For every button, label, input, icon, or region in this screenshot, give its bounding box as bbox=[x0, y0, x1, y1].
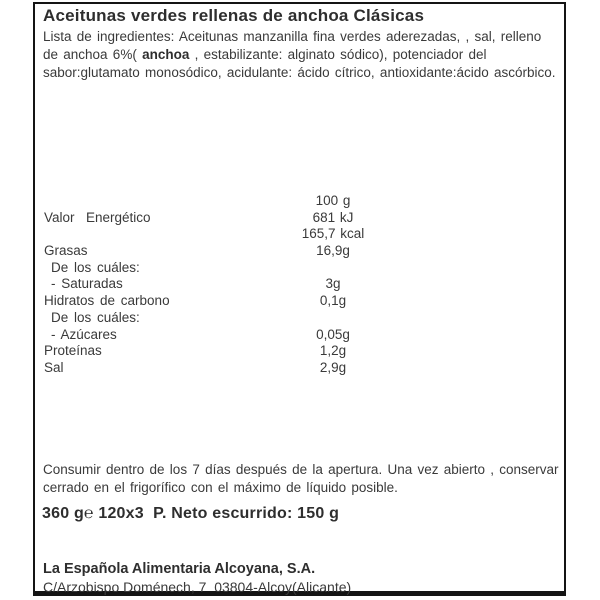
nutrient-label: De los cuáles: bbox=[51, 259, 140, 275]
ingredients-prefix: Lista de ingredientes: Aceitunas manzanilla fina verdes aderezadas, , sal, relleno de anchoa 6%( bbox=[43, 29, 542, 62]
nutrition-header-row bbox=[35, 193, 564, 210]
nutrient-value: 0,1g bbox=[319, 293, 347, 309]
nutrient-label: Valor Energético bbox=[44, 209, 151, 225]
storage-instructions: Consumir dentro de los 7 días después de la apertura. Una vez abierto , conservar cerrado en el frigorífico con el máximo de líquido posible. bbox=[43, 462, 559, 495]
nutrition-row-salt bbox=[35, 360, 564, 377]
nutrient-value: 1,2g bbox=[319, 343, 347, 359]
manufacturer-address: C/Arzobispo Doménech, 7 03804-Alcoy(Alicante) bbox=[43, 579, 352, 595]
nutrition-row-energy bbox=[35, 210, 564, 227]
nutrient-value: 165,7 kcal bbox=[301, 226, 365, 242]
nutrition-row-fat bbox=[35, 243, 564, 260]
nutrient-value: 0,05g bbox=[316, 326, 350, 342]
nutrition-row-sugars bbox=[35, 327, 564, 344]
nutrition-table bbox=[35, 193, 564, 377]
product-title: Aceitunas verdes rellenas de anchoa Clásicas bbox=[43, 6, 425, 25]
nutrition-column-header: 100 g bbox=[315, 193, 351, 208]
allergen-highlight: anchoa bbox=[142, 47, 190, 62]
nutrient-value: 3g bbox=[325, 276, 341, 292]
nutrient-value: 16,9g bbox=[316, 243, 350, 259]
nutrient-label: - Saturadas bbox=[51, 276, 123, 292]
nutrition-row-saturates bbox=[35, 276, 564, 293]
nutrient-label: Grasas bbox=[44, 243, 88, 259]
nutrient-value: 681 kJ bbox=[312, 209, 354, 225]
nutrition-row-of-which-fat bbox=[35, 260, 564, 277]
nutrition-row-protein bbox=[35, 343, 564, 360]
nutrition-row-energy-kcal bbox=[35, 226, 564, 243]
nutrient-label: Sal bbox=[44, 359, 64, 375]
nutrition-row-of-which-carbs bbox=[35, 310, 564, 327]
nutrient-label: De los cuáles: bbox=[51, 309, 140, 325]
nutrient-value: 2,9g bbox=[319, 359, 347, 375]
nutrition-row-carbohydrate bbox=[35, 293, 564, 310]
product-label bbox=[33, 2, 566, 596]
nutrient-label: Hidratos de carbono bbox=[44, 293, 170, 309]
nutrient-label: Proteínas bbox=[44, 343, 102, 359]
manufacturer-name: La Española Alimentaria Alcoyana, S.A. bbox=[43, 561, 316, 577]
ingredients-suffix: , estabilizante: alginato sódico), potenciador del sabor:glutamato monosódico, acidulante: ácido cítrico, antioxidante:ácido ascórbico. bbox=[43, 47, 556, 80]
ingredients-text bbox=[43, 28, 557, 82]
net-weight-line: 360 g℮ 120x3 P. Neto escurrido: 150 g bbox=[42, 505, 340, 522]
nutrient-label: - Azúcares bbox=[51, 326, 117, 342]
